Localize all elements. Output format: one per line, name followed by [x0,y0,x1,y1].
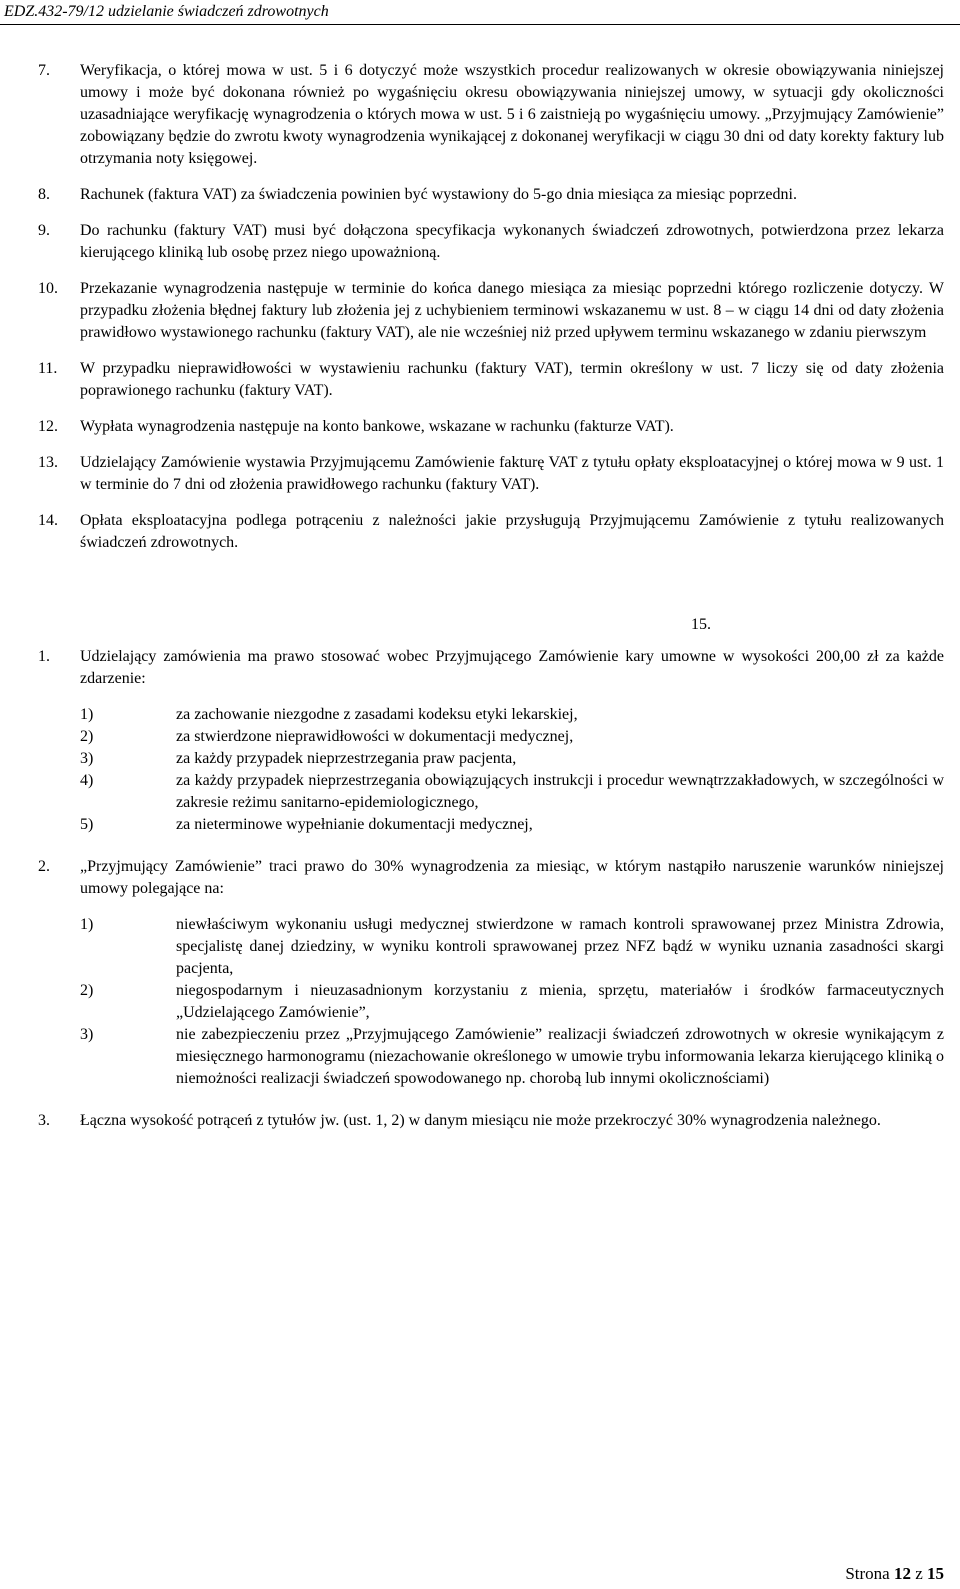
section-15-point-2: 2. „Przyjmujący Zamówienie” traci prawo do 30% wynagrodzenia za miesiąc, w którym nastąpiło naruszenie warunków niniejszej umowy polegające na: [38,858,944,897]
section-15-point-3: 3. Łączna wysokość potrąceń z tytułów jw. (ust. 1, 2) w danym miesiącu nie może przekroczyć 30% wynagrodzenia należnego. [38,1112,881,1129]
list-item: 1) niewłaściwym wykonaniu usługi medycznej stwierdzone w ramach kontroli sprawowanej przez Ministra Zdrowia, specjalistę danej dziedziny, w wyniku kontroli sprawowanej przez NFZ bądź w wyniku uznania zasadności skargi pacjenta, [80,916,944,977]
point-12: 12. Wypłata wynagrodzenia następuje na konto bankowe, wskazane w rachunku (fakturze VAT). [38,418,674,435]
footer-total: 15 [927,1564,944,1583]
point-8: 8. Rachunek (faktura VAT) za świadczenia powinien być wystawiony do 5-go dnia miesiąca za miesiąc poprzedni. [38,186,797,203]
document-header [0,0,960,25]
list-item: 3) za każdy przypadek nieprzestrzegania praw pacjenta, [80,750,517,767]
footer-label: Strona [845,1564,890,1583]
list-item: 5) za nieterminowe wypełnianie dokumentacji medycznej, [80,816,533,833]
penalty-list [38,704,944,836]
document-body [38,60,944,1132]
footer-sep: z [915,1564,923,1583]
list-item: 4) za każdy przypadek nieprzestrzegania obowiązujących instrukcji i procedur wewnątrzzakładowych, w szczególności w zakresie reżimu sanitarno-epidemiologicznego, [80,772,944,811]
point-10: 10. Przekazanie wynagrodzenia następuje w terminie do końca danego miesiąca za miesiąc poprzedni którego rozliczenie dotyczy. W przypadku złożenia błędnej faktury lub złożenia jej z uchybieniem terminowi wskazanemu w ust. 8 – w ciągu 14 dni od daty złożenia prawidłowo wystawionego rachunku (faktury VAT), ale nie wcześniej niż przed upływem terminu wskazanego w zdaniu pierwszym [38,280,944,341]
list-item: 1) za zachowanie niezgodne z zasadami kodeksu etyki lekarskiej, [80,706,578,723]
footer-page: 12 [893,1564,911,1583]
point-9: 9. Do rachunku (faktury VAT) musi być dołączona specyfikacja wykonanych świadczeń zdrowotnych, potwierdzona przez lekarza kierującego kliniką lub osobę przez niego upoważnioną. [38,222,944,261]
point-13: 13. Udzielający Zamówienie wystawia Przyjmującemu Zamówienie fakturę VAT z tytułu opłaty eksploatacyjnej o której mowa w 9 ust. 1 w terminie do 7 dni od złożenia prawidłowego rachunku (faktury VAT). [38,454,944,493]
point-7: 7. Weryfikacja, o której mowa w ust. 5 i 6 dotyczyć może wszystkich procedur realizowanych w okresie obowiązywania niniejszej umowy i może być dokonana również po wygaśnięciu okresu obowiązywania niniejszej umowy, w sytuacji gdy okoliczności uzasadniające weryfikację wynagrodzenia o których mowa w ust. 5 i 6 zaistnieją po wygaśnięciu umowy. „Przyjmujący Zamówienie” zobowiązany będzie do zwrotu kwoty wynagrodzenia wynikającej z dokonanej weryfikacji w ciągu 30 dni od daty korekty faktury lub otrzymania noty księgowej. [38,62,944,167]
violation-list [38,914,944,1090]
list-item: 2) za stwierdzone nieprawidłowości w dokumentacji medycznej, [80,728,574,745]
list-item: 3) nie zabezpieczeniu przez „Przyjmującego Zamówienie” realizacji świadczeń zdrowotnych w okresie wynikającym z miesięcznego harmonogramu (niezachowanie określonego w umowie trybu informowania lekarza kierującego kliniką o niemożności realizacji świadczeń spowodowanego np. chorobą lub innymi okolicznościami) [80,1026,944,1087]
header-title: EDZ.432-79/12 udzielanie świadczeń zdrowotnych [4,3,329,20]
point-14: 14. Opłata eksploatacyjna podlega potrąceniu z należności jakie przysługują Przyjmującemu Zamówienie z tytułu realizowanych świadczeń zdrowotnych. [38,512,944,551]
page-footer [845,1563,944,1585]
list-item: 2) niegospodarnym i nieuzasadnionym korzystaniu z mienia, sprzętu, materiałów i środków farmaceutycznych „Udzielającego Zamówienie”, [80,982,944,1021]
section-15-title: 15. [691,616,711,633]
point-11: 11. W przypadku nieprawidłowości w wystawieniu rachunku (faktury VAT), termin określony w ust. 7 liczy się od daty złożenia poprawionego rachunku (faktury VAT). [38,360,944,399]
section-15-point-1: 1. Udzielający zamówienia ma prawo stosować wobec Przyjmującego Zamówienie kary umowne w wysokości 200,00 zł za każde zdarzenie: [38,648,944,687]
